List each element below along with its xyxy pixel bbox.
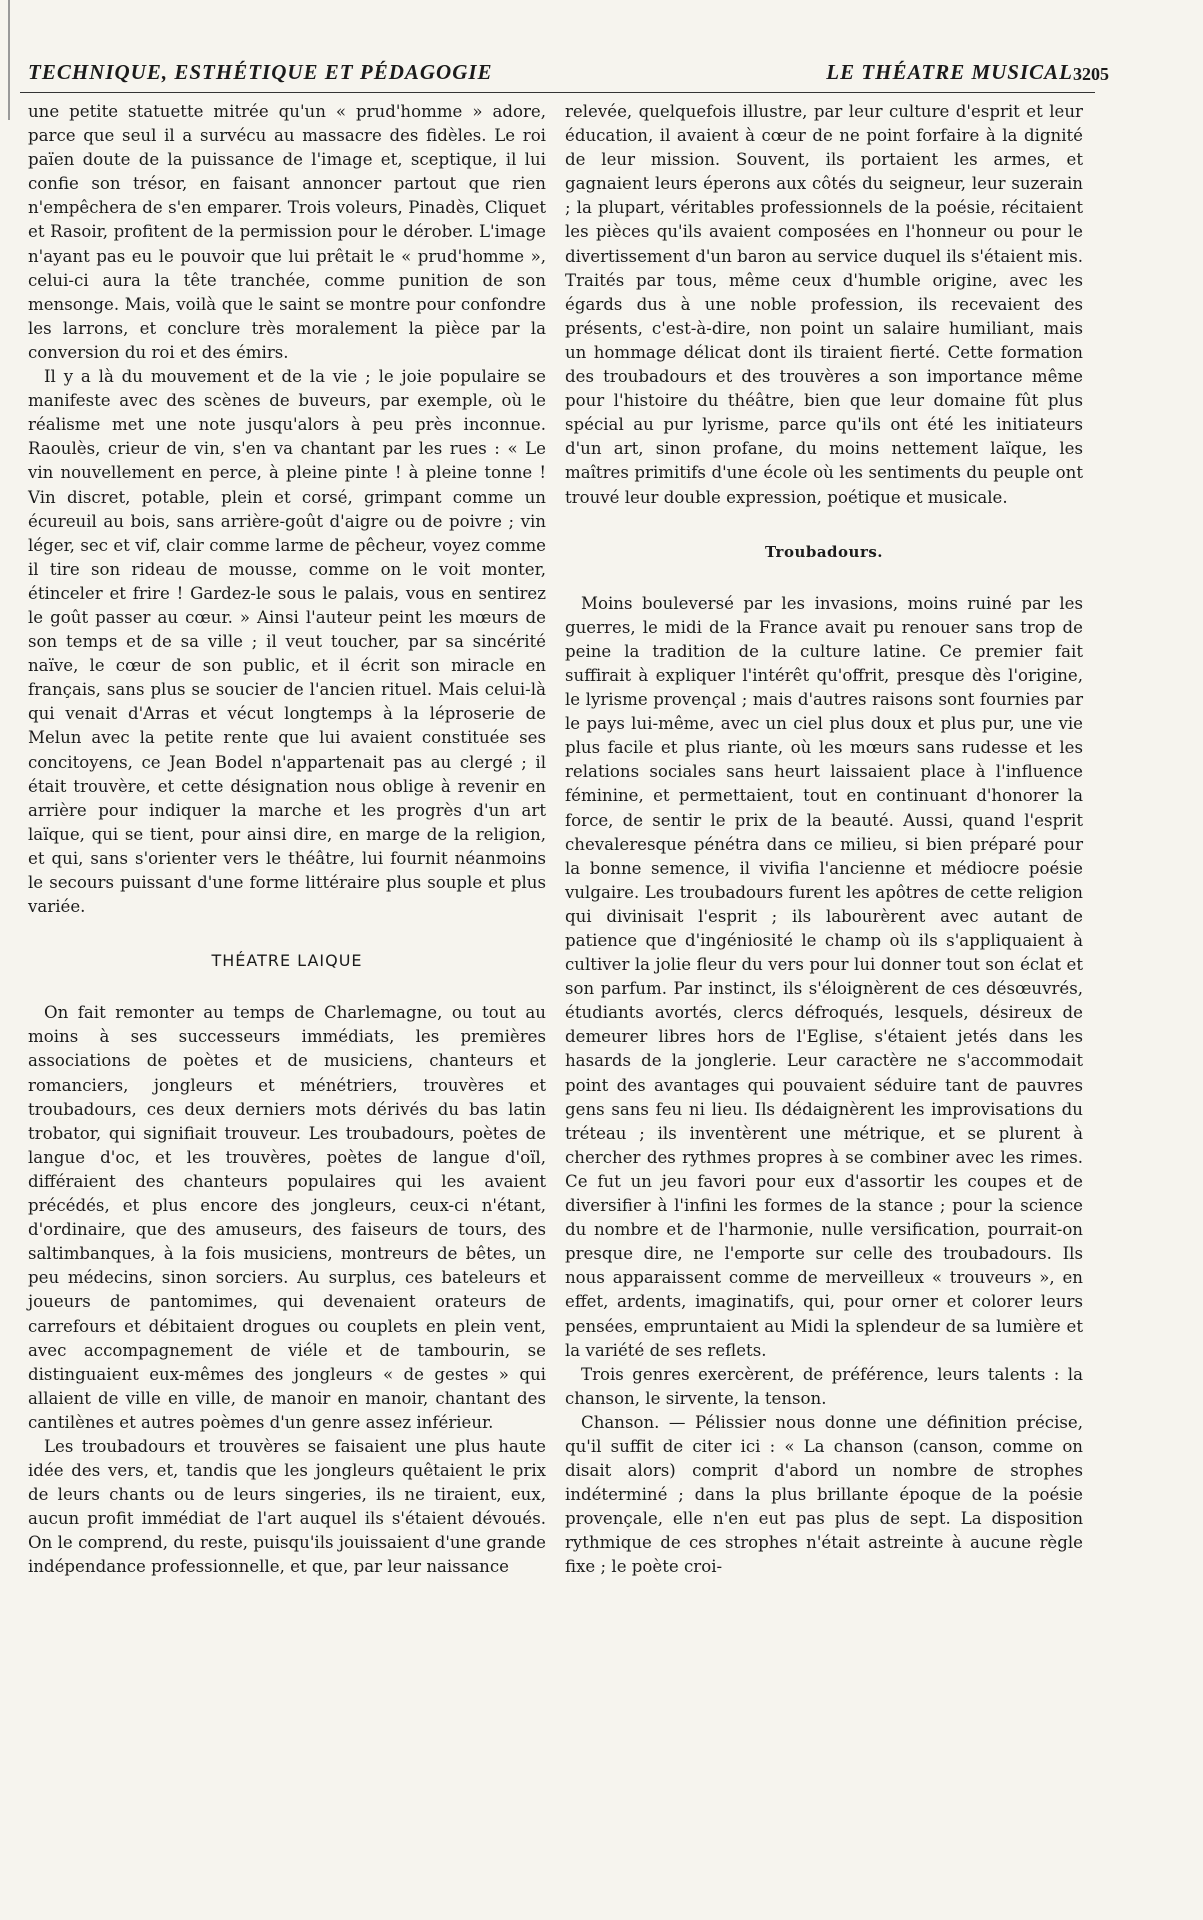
left-column	[28, 100, 546, 1580]
paragraph: Chanson. — Pélissier nous donne une définition précise, qu'il suffit de citer ici : « La chanson (canson, comme on disait alors) comprit d'abord un nombre de strophes indéterminé ; dans la plus brillante époque de la poésie provençale, elle n'en eut pas plus de sept. La disposition rythmique de ces strophes n'était astreinte à aucune règle fixe ; le poète croi-	[565, 1412, 1083, 1577]
section-title: Troubadours.	[764, 542, 884, 561]
page-number: 3205	[1073, 64, 1109, 84]
paragraph: Les troubadours et trouvères se faisaient une plus haute idée des vers, et, tandis que les jongleurs quêtaient le prix de leurs chants ou de leurs singeries, ils ne tiraient, eux, aucun profit immédiat de l'art auquel ils s'étaient dévoués. On le comprend, du reste, puisqu'ils jouissaient d'une grande indépendance professionnelle, et que, par leur naissance	[28, 1436, 546, 1577]
margin-line	[8, 0, 10, 120]
header-rule	[20, 92, 1095, 93]
running-header	[28, 60, 1073, 90]
section-title: THÉATRE LAIQUE	[211, 951, 363, 971]
paragraph: Il y a là du mouvement et de la vie ; le joie populaire se manifeste avec des scènes de buveurs, par exemple, où le réalisme met une note jusqu'alors à peu près inconnue. Raoulès, crieur de vin, s'en va chantant par les rues : « Le vin nouvellement en perce, à pleine pinte ! à pleine tonne ! Vin discret, potable, plein et corsé, grimpant comme un écureuil au bois, sans arrière-goût d'aigre ou de poivre ; vin léger, sec et vif, clair comme larme de pêcheur, voyez comme il tire son rideau de mousse, comme on le voit monter, étinceler et frire ! Gardez-le sous le palais, vous en sentirez le goût passer au cœur. » Ainsi l'auteur peint les mœurs de son temps et de sa ville ; il veut toucher, par sa sincérité naïve, le cœur de son public, et il écrit son miracle en français, sans plus se soucier de l'ancien rituel. Mais celui-là qui venait d'Arras et vécut longtemps à la léproserie de Melun avec la petite rente que lui avaient constituée ses concitoyens, ce Jean Bodel n'appartenait pas au clergé ; il était trouvère, et cette désignation nous oblige à revenir en arrière pour indiquer la marche et les progrès d'un art laïque, qui se tient, pour ainsi dire, en marge de la religion, et qui, sans s'orienter vers le théâtre, lui fournit néanmoins le secours puissant d'une forme littéraire plus souple et plus variée.	[28, 367, 546, 917]
paragraph: Trois genres exercèrent, de préférence, leurs talents : la chanson, le sirvente, la tenson.	[565, 1364, 1083, 1408]
header-right-title: LE THÉATRE MUSICAL	[826, 60, 1073, 84]
header-left-title: TECHNIQUE, ESTHÉTIQUE ET PÉDAGOGIE	[28, 60, 493, 84]
paragraph: On fait remonter au temps de Charlemagne, ou tout au moins à ses successeurs immédiats, les premières associations de poètes et de musiciens, chanteurs et romanciers, jongleurs et ménétriers, trouvères et troubadours, ces deux derniers mots dérivés du bas latin trobator, qui signifiait trouveur. Les troubadours, poètes de langue d'oc, et les trouvères, poètes de langue d'oïl, différaient des chanteurs populaires qui les avaient précédés, et plus encore des jongleurs, ceux-ci n'étant, d'ordinaire, que des amuseurs, des faiseurs de tours, des saltimbanques, à la fois musiciens, montreurs de bêtes, un peu médecins, sinon sorciers. Au surplus, ces bateleurs et joueurs de pantomimes, qui devenaient orateurs de carrefours et débitaient drogues ou couplets en plein vent, avec accompagnement de viéle et de tambourin, se distinguaient eux-mêmes des jongleurs « de gestes » qui allaient de ville en ville, de manoir en manoir, chantant des cantilènes et autres poèmes d'un genre assez inférieur.	[28, 1003, 546, 1432]
paragraph: Moins bouleversé par les invasions, moins ruiné par les guerres, le midi de la France avait pu renouer sans trop de peine la tradition de la culture latine. Ce premier fait suffirait à expliquer l'intérêt qu'offrit, presque dès l'origine, le lyrisme provençal ; mais d'autres raisons sont fournies par le pays lui-même, avec un ciel plus doux et plus pur, une vie plus facile et plus riante, où les mœurs sans rudesse et les relations sociales sans heurt laissaient place à l'influence féminine, et permettaient, tout en continuant d'honorer la force, de sentir le prix de la beauté. Aussi, quand l'esprit chevaleresque pénétra dans ce milieu, si bien préparé pour la bonne semence, il vivifia l'ancienne et médiocre poésie vulgaire. Les troubadours furent les apôtres de cette religion qui divinisait l'esprit ; ils labourèrent avec autant de patience que d'ingéniosité le champ où ils s'appliquaient à cultiver la jolie fleur du vers pour lui donner tout son éclat et son parfum. Par instinct, ils s'éloignèrent de ces désœuvrés, étudiants avortés, clercs défroqués, lesquels, désireux de demeurer libres hors de l'Eglise, s'étaient jetés dans les hasards de la jonglerie. Leur caractère ne s'accommodait point des avantages qui pouvaient séduire tant de pauvres gens sans feu ni lieu. Ils dédaignèrent les improvisations du tréteau ; ils inventèrent une métrique, et se plurent à chercher des rythmes propres à se combiner avec les rimes. Ce fut un jeu favori pour eux d'assortir les coupes et de diversifier à l'infini les formes de la stance ; pour la science du nombre et de l'harmonie, nulle versification, pourrait-on presque dire, ne l'emporte sur celle des troubadours. Ils nous apparaissent comme de merveilleux « trouveurs », en effet, ardents, imaginatifs, qui, pour orner et colorer leurs pensées, empruntaient au Midi la splendeur de sa lumière et la variété de ses reflets.	[565, 593, 1083, 1360]
right-column	[565, 100, 1083, 1580]
paragraph: relevée, quelquefois illustre, par leur culture d'esprit et leur éducation, il avaient à cœur de ne point forfaire à la dignité de leur mission. Souvent, ils portaient les armes, et gagnaient leurs éperons aux côtés du seigneur, leur suzerain ; la plupart, véritables professionnels de la poésie, récitaient les pièces qu'ils avaient composées en l'honneur ou pour le divertissement d'un baron au service duquel ils s'étaient mis. Traités par tous, même ceux d'humble origine, avec les égards dus à une noble profession, ils recevaient des présents, c'est-à-dire, non point un salaire humiliant, mais un hommage délicat dont ils tiraient fierté. Cette formation des troubadours et des trouvères a son importance même pour l'histoire du théâtre, bien que leur domaine fût plus spécial au pur lyrisme, parce qu'ils ont été les initiateurs d'un art, sinon profane, du moins nettement laïque, les maîtres primitifs d'une école où les sentiments du peuple ont trouvé leur double expression, poétique et musicale.	[565, 102, 1083, 507]
paragraph: une petite statuette mitrée qu'un « prud'homme » adore, parce que seul il a survécu au massacre des fidèles. Le roi païen doute de la puissance de l'image et, sceptique, il lui confie son trésor, en faisant annoncer partout que rien n'empêchera de s'en emparer. Trois voleurs, Pinadès, Cliquet et Rasoir, profitent de la permission pour le dérober. L'image n'ayant pas eu le pouvoir que lui prêtait le « prud'homme », celui-ci aura la tête tranchée, comme punition de son mensonge. Mais, voilà que le saint se montre pour confondre les larrons, et conclure très moralement la pièce par la conversion du roi et des émirs.	[28, 102, 546, 362]
